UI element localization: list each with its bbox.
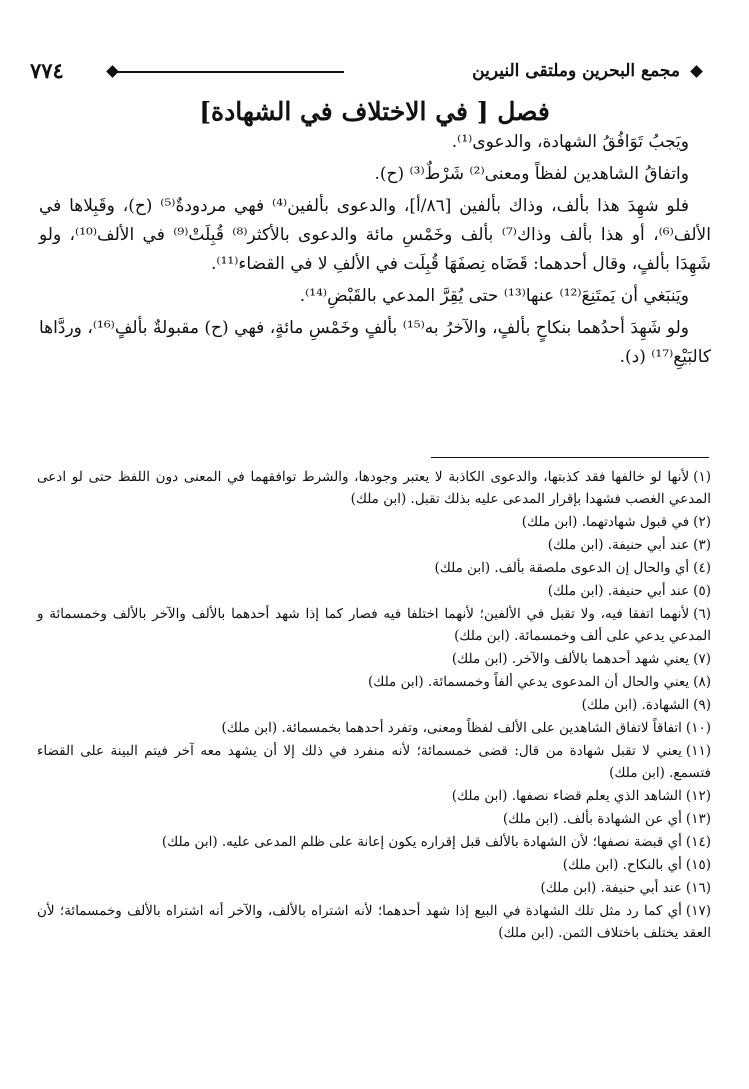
footnote-text: يعني والحال أن المدعوى يدعي ألفاً وخمسمائة. (ابن ملك) xyxy=(367,674,690,690)
paragraph: ويَنبَغي أن يَمتَنِعَ⁽¹²⁾ عنها⁽¹³⁾ حتى يُقِرَّ المدعي بالقَبْضِ⁽¹⁴⁾. xyxy=(299,286,689,306)
footnote-number: (١٠) xyxy=(685,720,711,736)
footnotes xyxy=(37,466,711,945)
footnote-number: (٥) xyxy=(693,583,711,599)
footnote-number: (١١) xyxy=(685,743,711,759)
footnote-number: (٧) xyxy=(693,651,711,667)
diamond-ornament-icon xyxy=(690,65,703,78)
footnote xyxy=(37,717,711,739)
footnote-text: يعني لا تقبل شهادة من قال: قضى خمسمائة؛ لأنه منفرد في ذلك إلا أن يشهد معه آخر فيتم البينة على القضاء فتسمع. (ابن ملك) xyxy=(37,743,711,781)
footnote-number: (١٦) xyxy=(685,880,711,896)
footnote xyxy=(37,694,711,716)
footnote-number: (٣) xyxy=(693,537,711,553)
paragraph: فلو شهِدَ هذا بألف، وذاك بألفين [٨٦/أ]، والدعوى بألفين⁽⁴⁾ فهي مردودةٌ⁽⁵⁾ (ح)، وقَبِلاها في الألف⁽⁶⁾، أو هذا بألف وذاك⁽⁷⁾ بألف وخَمْسِ مائة والدعوى بالأكثر⁽⁸⁾ قُبِلَتْ⁽⁹⁾ في الألف⁽¹⁰⁾، ولو شَهِدَا بألفٍ، وقال أحدهما: قَضَاه نِصفَهَا قُبِلَت في الألفِ لا في القضاء⁽¹¹⁾. xyxy=(39,196,711,274)
footnote xyxy=(37,808,711,830)
footnote-text: الشهادة. (ابن ملك) xyxy=(581,697,690,713)
footnote xyxy=(37,580,711,602)
footnote-text: الشاهد الذي يعلم قضاء نصفها. (ابن ملك) xyxy=(451,788,682,804)
footnote xyxy=(37,831,711,853)
footnote-text: عند أبي حنيفة. (ابن ملك) xyxy=(540,880,682,896)
main-text xyxy=(39,128,711,375)
paragraph: واتفاقُ الشاهدين لفظاً ومعنى⁽²⁾ شَرْطٌ⁽³⁾ (ح). xyxy=(374,164,689,184)
running-header xyxy=(30,56,720,88)
footnote xyxy=(37,740,711,784)
footnote xyxy=(37,466,711,510)
footnote-number: (١٢) xyxy=(685,788,711,804)
footnote xyxy=(37,534,711,556)
paragraph: ولو شَهِدَ أحدُهما بنكاحٍ بألفٍ، والآخرُ به⁽¹⁵⁾ بألفٍ وخَمْسِ مائةٍ، فهي (ح) مقبولةٌ بألفٍ⁽¹⁶⁾، وردَّاها كالبَيْعِ⁽¹⁷⁾ (د). xyxy=(39,318,711,367)
footnote-text: عند أبي حنيفة. (ابن ملك) xyxy=(547,537,690,553)
footnote-text: لأنهما اتفقا فيه، ولا تقبل في الألفين؛ لأنهما اختلفا فيه فصار كما إذا شهد أحدهما بالألف والآخر بالألف وخمسمائة و المدعي يدعي على ألف وخمسمائة. (ابن ملك) xyxy=(37,606,711,644)
footnote xyxy=(37,785,711,807)
footnote-number: (١٣) xyxy=(685,811,711,827)
footnote-text: أي عن الشهادة بألف. (ابن ملك) xyxy=(502,811,682,827)
footnote-number: (١٥) xyxy=(685,857,711,873)
book-title: مجمع البحرين وملتقى النيرين xyxy=(472,61,680,81)
footnote-text: أي قبضة نصفها؛ لأن الشهادة بالألف قبل إقراره يكون إعانة على ظلم المدعى عليه. (ابن ملك) xyxy=(161,834,682,850)
footnote-number: (٤) xyxy=(693,560,711,576)
footnote-number: (١٧) xyxy=(685,903,711,919)
footnote-number: (٩) xyxy=(693,697,711,713)
page-number: ٧٧٤ xyxy=(30,58,64,83)
footnote-text: أي بالنكاح. (ابن ملك) xyxy=(562,857,682,873)
footnote xyxy=(37,557,711,579)
footnote-text: يعني شهد أحدهما بالألف والآخر. (ابن ملك) xyxy=(451,651,690,667)
paragraph: ويَجبُ تَوَافُقُ الشهادة، والدعوى⁽¹⁾. xyxy=(451,132,689,152)
footnote-number: (٦) xyxy=(693,606,711,622)
footnote xyxy=(37,854,711,876)
footnote xyxy=(37,900,711,944)
footnote-text: لأنها لو خالفها فقد كذبتها، والدعوى الكاذبة لا يعتبر وجودها، والشرط توافقهما في المعنى دون اللفظ حتى لو ادعى المدعي الغصب فشهدا بإقرار المدعى عليه بذلك تقبل. (ابن ملك) xyxy=(37,469,711,507)
footnote-separator xyxy=(431,457,709,458)
header-rule xyxy=(114,71,344,73)
footnote-number: (٨) xyxy=(693,674,711,690)
section-title: فصل [ في الاختلاف في الشهادة] xyxy=(199,97,550,126)
footnote-number: (١) xyxy=(693,469,711,485)
footnote xyxy=(37,511,711,533)
footnote xyxy=(37,648,711,670)
footnote-text: أي والحال إن الدعوى ملصقة بألف. (ابن ملك) xyxy=(434,560,690,576)
footnote xyxy=(37,671,711,693)
footnote-text: في قبول شهادتهما. (ابن ملك) xyxy=(521,514,690,530)
footnote xyxy=(37,877,711,899)
footnote-number: (١٤) xyxy=(685,834,711,850)
footnote-number: (٢) xyxy=(693,514,711,530)
footnote-text: عند أبي حنيفة. (ابن ملك) xyxy=(547,583,690,599)
footnote-text: أي كما رد مثل تلك الشهادة في البيع إذا شهد أحدهما؛ لأنه اشتراه بالألف، والآخر أنه اشتراه بالألف وخمسمائة؛ لأن العقد يختلف باختلاف الثمن. (ابن ملك) xyxy=(37,903,711,941)
footnote-text: اتفاقاً لاتفاق الشاهدين على الألف لفظاً ومعنى، وتفرد أحدهما بخمسمائة. (ابن ملك) xyxy=(221,720,682,736)
footnote xyxy=(37,603,711,647)
